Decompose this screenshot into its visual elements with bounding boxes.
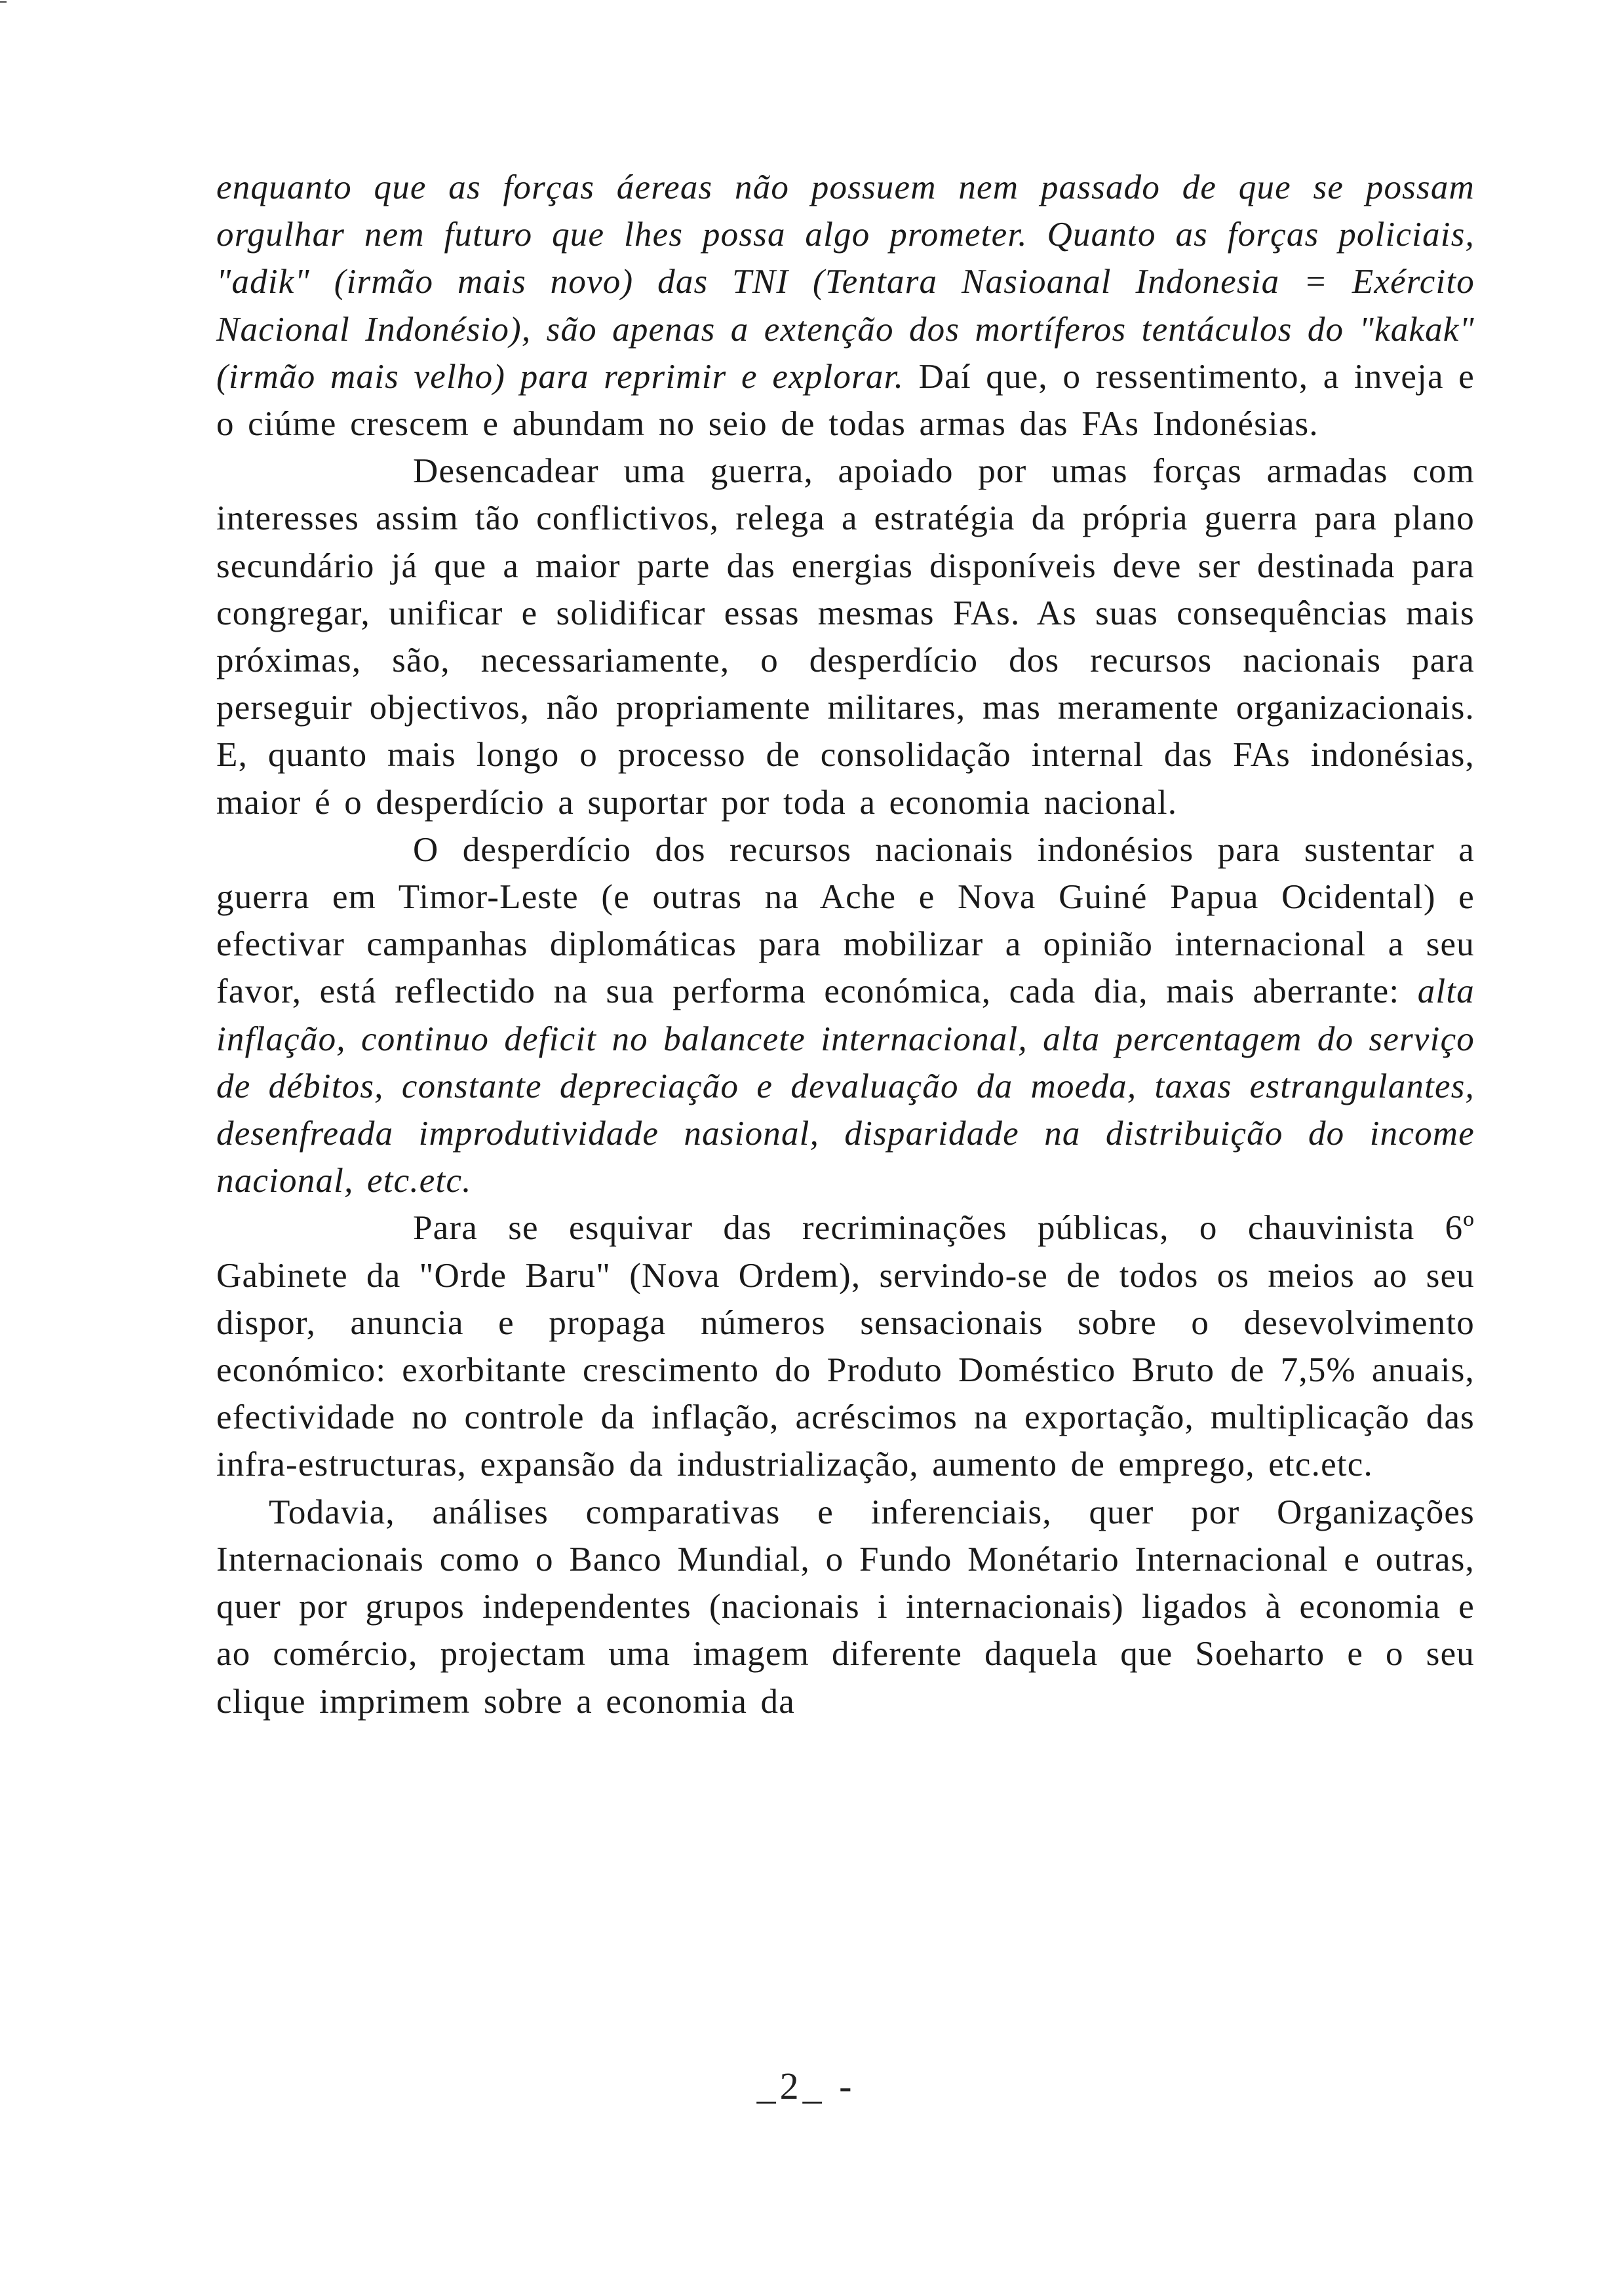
page-number: _2_ - <box>756 2065 856 2107</box>
paragraph-1 <box>216 164 1475 448</box>
paragraph-3-segment-1: O desperdício dos recursos nacionais indonésios para sustentar a guerra em Timor-Leste (e outras na Ache e Nova Guiné Papua Ocidental) e efectivar campanhas diplomáticas para mobilizar a opinião internacional a seu favor, está reflectido na sua performa económica, cada dia, mais aberrante: <box>216 830 1475 1011</box>
paragraph-4-segment-1: Para se esquivar das recriminações públicas, o chauvinista 6º Gabinete da "Orde Baru" (Nova Ordem), servindo-se de todos os meios ao seu dispor, anuncia e propaga números sensacionais sobre o desevolvimento económico: exorbitante crescimento do Produto Doméstico Bruto de 7,5% anuais, efectividade no controle da inflação, acréscimos na exportação, multiplicação das infra-estructuras, expansão da industrialização, aumento de emprego, etc.etc. <box>216 1209 1475 1484</box>
scan-corner-mark <box>0 1 7 3</box>
paragraph-5 <box>216 1489 1475 1725</box>
paragraph-1-segment-1: enquanto que as forças áereas não possuem nem passado de que se possam orgulhar nem futuro que lhes possa algo prometer. Quanto as forças policiais, "adik" (irmão mais novo) das TNI (Tentara Nasioanal Indonesia = Exército Nacional Indonésio), são apenas a extenção dos mortíferos tentáculos do "kakak" (irmão mais velho) para reprimir e explorar. <box>216 168 1475 396</box>
paragraph-3-segment-2: alta inflação, continuo deficit no balancete internacional, alta percentagem do serviço de débitos, constante depreciação e devaluação da moeda, taxas estrangulantes, desenfreada improdutividade nasional, disparidade na distribuição do income nacional, etc.etc. <box>216 972 1475 1200</box>
paragraph-2-segment-1: Desencadear uma guerra, apoiado por umas forças armadas com interesses assim tão conflictivos, relega a estratégia da própria guerra para plano secundário já que a maior parte das energias disponíveis deve ser destinada para congregar, unificar e solidificar essas mesmas FAs. As suas consequências mais próximas, são, necessariamente, o desperdício dos recursos nacionais para perseguir objectivos, não propriamente militares, mas meramente organizacionais. E, quanto mais longo o processo de consolidação internal das FAs indonésias, maior é o desperdício a suportar por toda a economia nacional. <box>216 452 1475 822</box>
paragraph-3 <box>216 826 1475 1205</box>
paragraph-1-segment-2: Daí que, o ressentimento, a inveja e o ciúme crescem e abundam no seio de todas armas das FAs Indonésias. <box>216 357 1475 444</box>
paragraph-4 <box>216 1204 1475 1488</box>
paragraph-5-segment-1: Todavia, análises comparativas e inferenciais, quer por Organizações Internacionais como o Banco Mundial, o Fundo Monétario Internacional e outras, quer por grupos independentes (nacionais i internacionais) ligados à economia e ao comércio, projectam uma imagem diferente daquela que Soeharto e o seu clique imprimem sobre a economia da <box>216 1493 1475 1721</box>
body-text <box>216 164 1475 1725</box>
paragraph-2 <box>216 448 1475 826</box>
